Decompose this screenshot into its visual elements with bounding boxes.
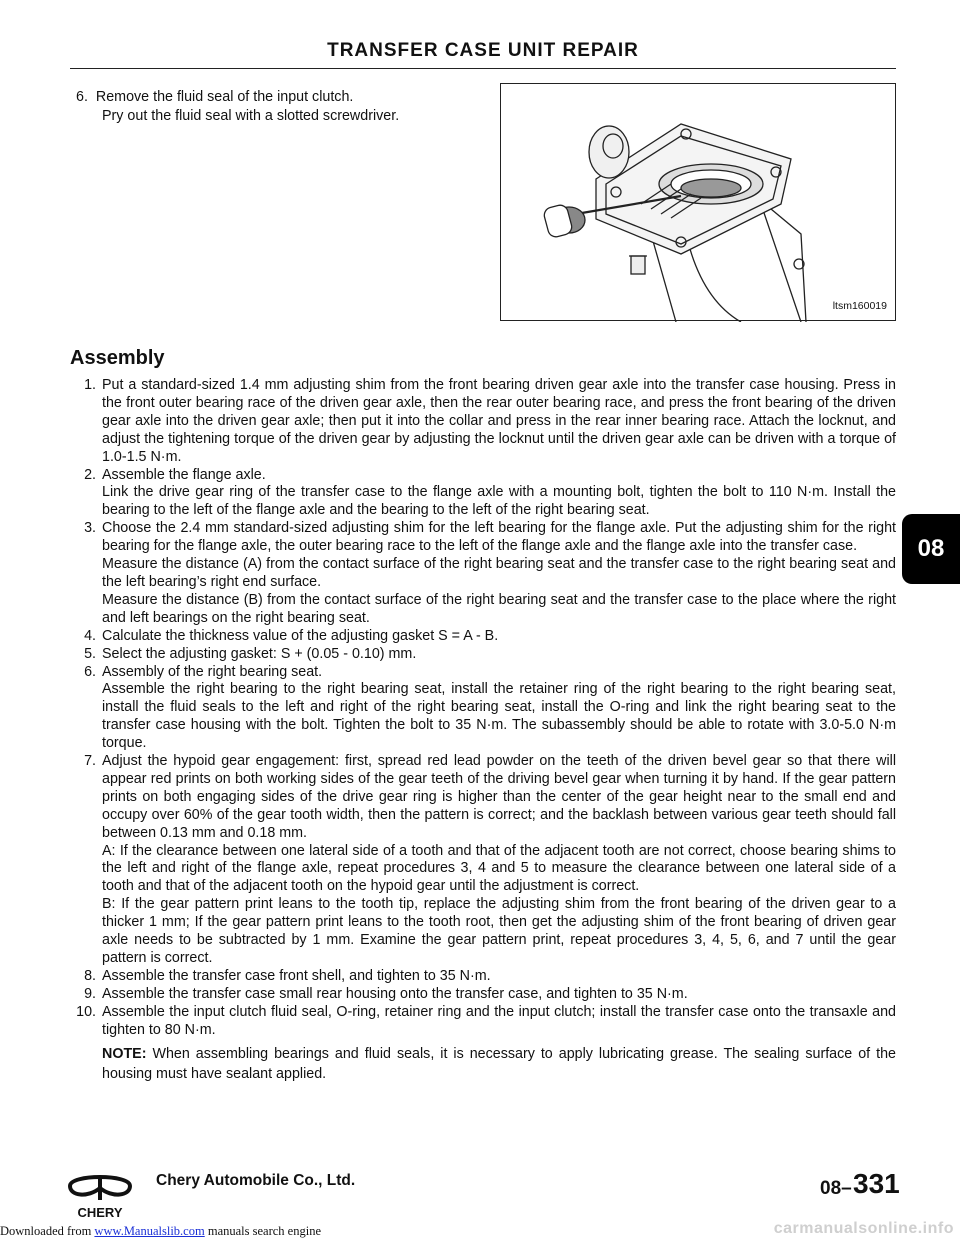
- assembly-step-2: [70, 467, 896, 521]
- step-number: 6.: [84, 663, 96, 680]
- note-text: When assembling bearings and fluid seals, it is necessary to apply lubricating grease. The sealing surface of the housing must have sealant applied.: [102, 1045, 896, 1082]
- assembly-step-7: [70, 753, 896, 968]
- section-title-assembly: Assembly: [70, 347, 165, 369]
- note-block: [70, 1044, 896, 1084]
- step-number: 5.: [84, 645, 96, 662]
- step-number: 4.: [84, 627, 96, 644]
- download-suffix: manuals search engine: [204, 1224, 321, 1238]
- figure-id-label: ltsm160019: [832, 300, 887, 312]
- step-text: Remove the fluid seal of the input clutch.: [95, 89, 354, 105]
- step-text: B: If the gear pattern print leans to the tooth tip, replace the adjusting shim from the front bearing of the driven gear to a thicker 1 mm; If the gear pattern print leans to the tooth root, then get the adjusting shim of the front bearing of driven gear axle needs to be subtracted by 1 mm. Examine the gear pattern print, repeat procedures 3, 4, 5, 6, and 7 until the gear pattern is correct.: [102, 896, 896, 966]
- step-text: Assemble the flange axle.: [102, 466, 266, 483]
- step-number: 9.: [84, 985, 96, 1002]
- step-text: Calculate the thickness value of the adjusting gasket S = A - B.: [102, 627, 499, 644]
- assembly-step-1: [70, 377, 896, 467]
- download-prefix: Downloaded from: [0, 1224, 95, 1238]
- assembly-step-8: [70, 968, 896, 986]
- step-text: Assemble the input clutch fluid seal, O-ring, retainer ring and the input clutch; install the transfer case onto the transaxle and tighten to 80 N·m.: [102, 1003, 896, 1038]
- step-text: A: If the clearance between one lateral side of a tooth and that of the adjacent tooth are not correct, choose bearing shims to the left and right of the flange axle, repeat procedures 3, 4 and 5 to measure the clearance between one lateral side of a tooth and that of the adjacent tooth on the hypoid gear until the adjustment is correct.: [102, 842, 896, 895]
- page-header-title: TRANSFER CASE UNIT REPAIR: [327, 40, 639, 61]
- step-text: Adjust the hypoid gear engagement: first, spread red lead powder on the teeth of the driven bevel gear so that there will appear red prints on both working sides of the gear teeth of the driving bevel gear when turning it by hand. If the gear pattern prints on both engaging sides of the drive gear ring is higher than the center of the gear height near to the small end and occupy over 60% of the gear tooth width, then the pattern is correct; and the backlash between various gear teeth should fall between 0.13 mm and 0.18 mm.: [102, 753, 896, 841]
- svg-text:CHERY: CHERY: [77, 1205, 123, 1220]
- chery-logo: [64, 1170, 136, 1227]
- site-watermark: carmanualsonline.info: [773, 1220, 954, 1237]
- figure-transfer-case-seal-removal: [500, 83, 896, 321]
- company-name: Chery Automobile Co., Ltd.: [156, 1172, 356, 1189]
- page-number: 331: [853, 1168, 900, 1199]
- step-number: 6.: [76, 89, 88, 105]
- step-number: 1.: [84, 377, 96, 393]
- assembly-step-5: [70, 646, 896, 664]
- step-text: Assemble the right bearing to the right bearing seat, install the retainer ring of the right bearing to the right bearing seat, install the fluid seals to the left and right of the right bearing seat, install the O-ring and link the right bearing seat to the transfer case housing with the bolt. Tighten the bolt to 35 N·m. The subassembly should be able to rotate with 3.0-5.0 N·m torque.: [102, 681, 896, 752]
- step-text: Link the drive gear ring of the transfer case to the flange axle with a mounting bolt, tighten the bolt to 110 N·m. Install the bearing to the left of the flange axle and the bearing to the left of the right bearing seat.: [102, 484, 896, 519]
- step-text: Assemble the transfer case front shell, and tighten to 35 N·m.: [102, 967, 491, 984]
- assembly-steps-list: [70, 377, 896, 1084]
- manualslib-link[interactable]: www.Manualslib.com: [94, 1224, 205, 1238]
- transfer-case-illustration: [501, 84, 897, 322]
- step-text: Select the adjusting gasket: S + (0.05 - 0.10) mm.: [102, 645, 417, 662]
- step-text: Measure the distance (A) from the contact surface of the right bearing seat and the transfer case to the right bearing seat and the left bearing’s right end surface.: [102, 556, 896, 590]
- note-label: NOTE:: [102, 1045, 147, 1062]
- assembly-step-6: [70, 664, 896, 754]
- step-number: 7.: [84, 753, 96, 770]
- assembly-step-10: [70, 1004, 896, 1040]
- step-number: 2.: [84, 466, 96, 483]
- step-number: 10.: [76, 1003, 96, 1020]
- step-text: Measure the distance (B) from the contact surface of the right bearing seat and the transfer case to the place where the right and left bearings on the right bearing seat.: [102, 591, 896, 626]
- assembly-step-3: [70, 520, 896, 627]
- header-divider: [70, 68, 896, 69]
- assembly-step-4: [70, 628, 896, 646]
- page-section-prefix: 08–: [820, 1178, 852, 1199]
- step-number: 8.: [84, 967, 96, 984]
- assembly-step-9: [70, 986, 896, 1004]
- section-tab: 08: [902, 514, 960, 584]
- download-notice: [0, 1224, 321, 1239]
- step-text: Put a standard-sized 1.4 mm adjusting shim from the front bearing driven gear axle into the transfer case housing. Press in the front outer bearing race of the driven gear axle, then the rear outer bearing race, and press the front bearing of the driven gear axle into the driven gear axle; then put it into the collar and press in the rear inner bearing race. Attach the locknut, and adjust the tightening torque of the driven gear by adjusting the locknut until the driven gear axle can be driven with a torque of 1.0-1.5 N·m.: [102, 377, 896, 465]
- step-text: Choose the 2.4 mm standard-sized adjusting shim for the left bearing for the flange axle. Put the adjusting shim for the right bearing for the flange axle, the outer bearing race to the left of the flange axle and the flange axle into the transfer case.: [102, 520, 896, 555]
- step-subtext: Pry out the fluid seal with a slotted screwdriver.: [102, 107, 400, 124]
- step-number: 3.: [84, 520, 96, 537]
- step-text: Assemble the transfer case small rear housing onto the transfer case, and tighten to 35 N·m.: [102, 985, 688, 1002]
- removal-step-6: [76, 88, 486, 125]
- step-text: Assembly of the right bearing seat.: [102, 663, 323, 680]
